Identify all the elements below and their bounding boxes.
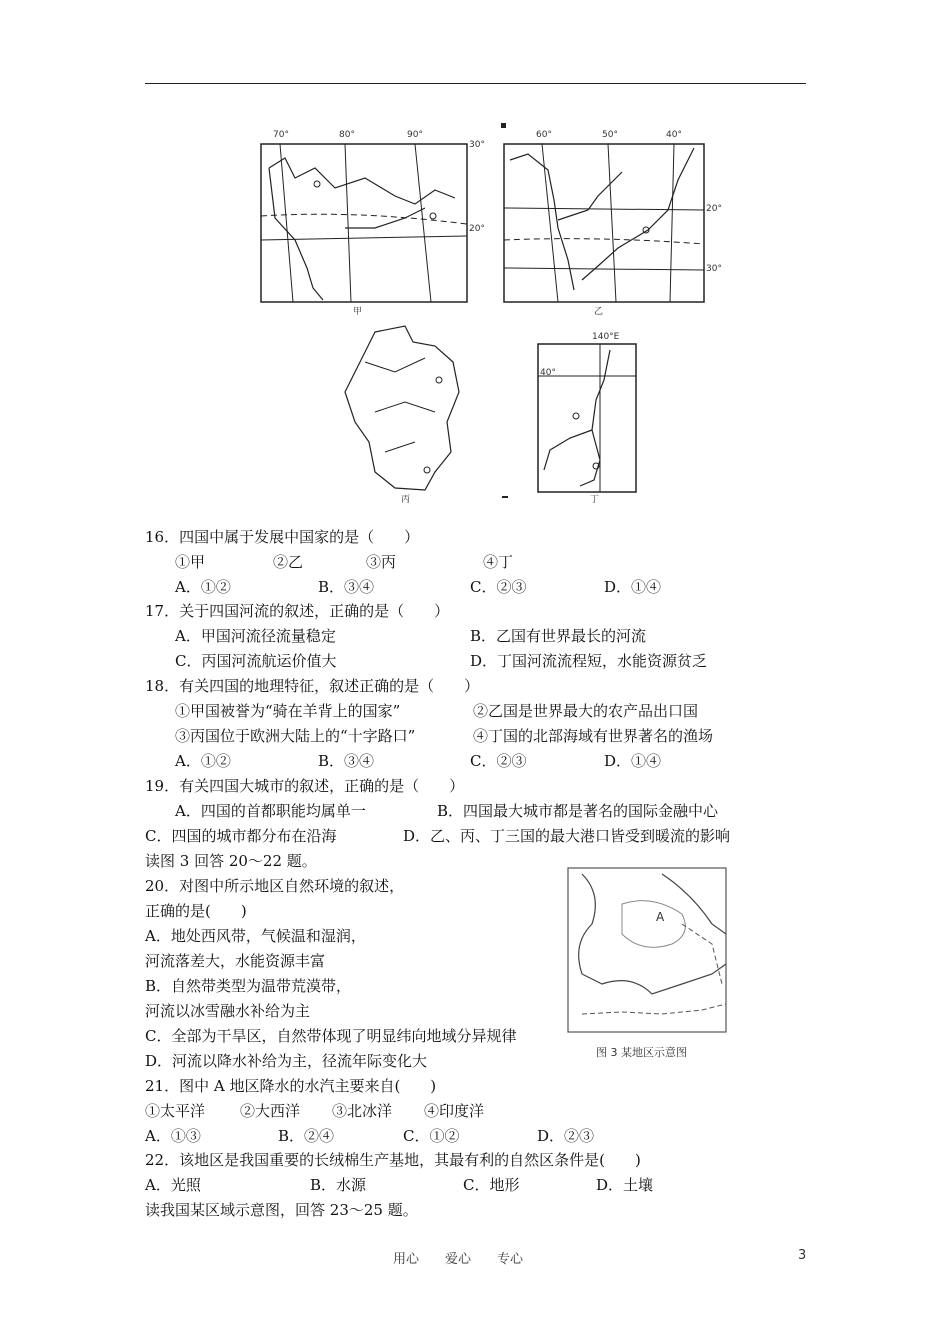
lat-tick: 20° <box>469 224 485 234</box>
item-4: ④印度洋 <box>424 1102 485 1120</box>
option-a-cont: 河流落差大，水能资源丰富 <box>145 952 326 970</box>
question-22-stem: 22．该地区是我国重要的长绒棉生产基地，其最有利的自然区条件是( ) <box>145 1151 641 1169</box>
page-number: 3 <box>798 1248 807 1263</box>
header-rule <box>145 83 806 84</box>
question-21-stem: 21．图中 A 地区降水的水汽主要来自( ) <box>145 1077 437 1095</box>
option-a[interactable]: A．四国的首都职能均属单一 <box>175 802 366 820</box>
question-20-stem: 20．对图中所示地区自然环境的叙述， <box>145 877 405 895</box>
option-c[interactable]: C．②③ <box>470 578 527 596</box>
footer-slogan: 用心 爱心 专心 <box>393 1252 524 1267</box>
option-b[interactable]: B．③④ <box>318 752 375 770</box>
option-d[interactable]: D．①④ <box>604 752 662 770</box>
option-c[interactable]: C．四国的城市都分布在沿海 <box>145 827 337 845</box>
item-3: ③北冰洋 <box>332 1102 393 1120</box>
lat-tick: 30° <box>706 264 722 274</box>
option-b[interactable]: B．水源 <box>310 1176 367 1194</box>
item-4: ④丁 <box>483 553 514 571</box>
question-18-stem: 18．有关四国的地理特征，叙述正确的是（ ） <box>145 677 480 695</box>
option-d[interactable]: D．河流以降水补给为主，径流年际变化大 <box>145 1052 428 1070</box>
lon-tick: 70° <box>273 130 289 140</box>
lon-tick: 140°E <box>592 332 620 342</box>
lon-tick: 90° <box>407 130 423 140</box>
option-c[interactable]: C．全部为干旱区，自然带体现了明显纬向地域分异规律 <box>145 1027 517 1045</box>
option-a[interactable]: A．①③ <box>145 1127 201 1145</box>
lat-tick: 30° <box>469 140 485 150</box>
item-1: ①甲国被誉为“骑在羊背上的国家” <box>175 702 401 720</box>
question-20-stem-cont: 正确的是( ) <box>145 902 247 920</box>
map-bing <box>335 322 475 505</box>
option-b-cont: 河流以冰雪融水补给为主 <box>145 1002 311 1020</box>
item-3: ③丙国位于欧洲大陆上的“十字路口” <box>175 727 416 745</box>
lon-tick: 40° <box>666 130 682 140</box>
map-yi <box>498 120 728 318</box>
option-a[interactable]: A．地处西风带，气候温和湿润， <box>145 927 366 945</box>
item-3: ③丙 <box>366 553 397 571</box>
item-2: ②乙 <box>273 553 304 571</box>
option-c[interactable]: C．①② <box>403 1127 460 1145</box>
option-b[interactable]: B．四国最大城市都是著名的国际金融中心 <box>437 802 719 820</box>
lat-tick: 40° <box>540 368 556 378</box>
option-d[interactable]: D．丁国河流流程短，水能资源贫乏 <box>470 652 708 670</box>
item-1: ①太平洋 <box>145 1102 206 1120</box>
option-b[interactable]: B．②④ <box>278 1127 335 1145</box>
figure-3-caption: 图 3 某地区示意图 <box>596 1046 687 1059</box>
question-17-stem: 17．关于四国河流的叙述，正确的是（ ） <box>145 602 450 620</box>
item-2: ②乙国是世界最大的农产品出口国 <box>473 702 699 720</box>
option-b[interactable]: B．自然带类型为温带荒漠带， <box>145 977 352 995</box>
read-region-map: 读我国某区域示意图，回答 23～25 题。 <box>145 1201 418 1219</box>
map-label: 丙 <box>401 495 411 505</box>
region-label-a: A <box>656 910 665 924</box>
option-d[interactable]: D．②③ <box>537 1127 595 1145</box>
option-c[interactable]: C．丙国河流航运价值大 <box>175 652 337 670</box>
option-c[interactable]: C．地形 <box>463 1176 520 1194</box>
option-a[interactable]: A．①② <box>175 752 231 770</box>
lat-tick: 20° <box>706 204 722 214</box>
lon-tick: 50° <box>602 130 618 140</box>
item-1: ①甲 <box>175 553 206 571</box>
lon-tick: 80° <box>339 130 355 140</box>
map-ding <box>500 330 650 505</box>
option-d[interactable]: D．土壤 <box>596 1176 654 1194</box>
option-b[interactable]: B．乙国有世界最长的河流 <box>470 627 647 645</box>
map-label: 丁 <box>590 495 600 505</box>
option-d[interactable]: D．①④ <box>604 578 662 596</box>
option-d[interactable]: D．乙、丙、丁三国的最大港口皆受到暖流的影响 <box>403 827 731 845</box>
map-label: 甲 <box>353 307 363 317</box>
map-label: 乙 <box>594 307 604 317</box>
option-a[interactable]: A．甲国河流径流量稳定 <box>175 627 336 645</box>
figure-3-map <box>562 864 734 1059</box>
option-a[interactable]: A．①② <box>175 578 231 596</box>
option-c[interactable]: C．②③ <box>470 752 527 770</box>
item-2: ②大西洋 <box>240 1102 301 1120</box>
option-b[interactable]: B．③④ <box>318 578 375 596</box>
map-jia <box>255 128 485 318</box>
option-a[interactable]: A．光照 <box>145 1176 201 1194</box>
item-4: ④丁国的北部海域有世界著名的渔场 <box>473 727 714 745</box>
read-figure-3: 读图 3 回答 20～22 题。 <box>145 852 317 870</box>
question-19-stem: 19．有关四国大城市的叙述，正确的是（ ） <box>145 777 465 795</box>
question-16-stem: 16．四国中属于发展中国家的是（ ） <box>145 528 420 546</box>
lon-tick: 60° <box>536 130 552 140</box>
